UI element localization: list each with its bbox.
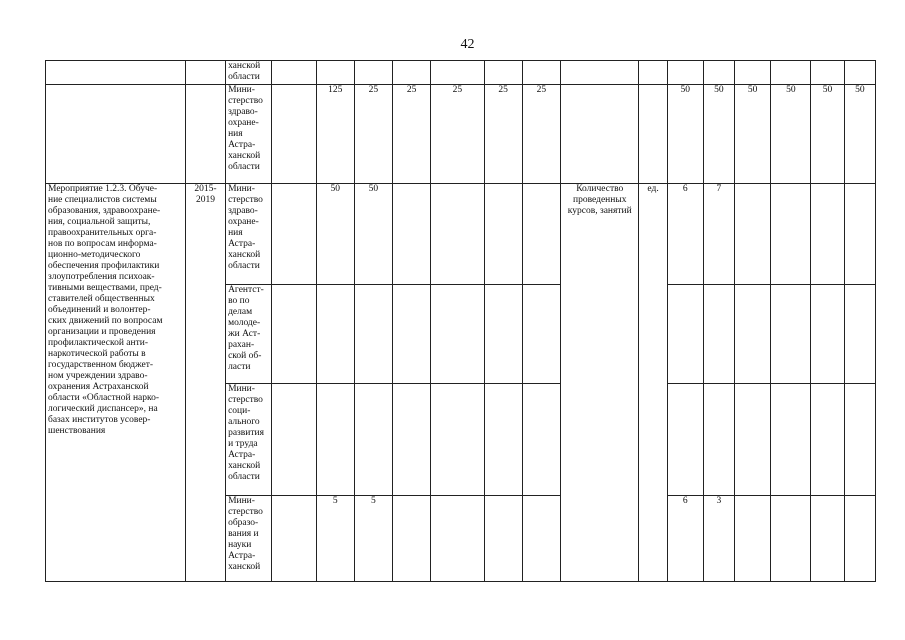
- cost-value: [522, 496, 560, 582]
- indicator-name: [561, 184, 639, 582]
- measure-line: правоохранительных орга-: [48, 228, 157, 238]
- measure-line: Мероприятие 1.2.3. Обуче-: [48, 184, 158, 194]
- indicator-cell-empty: [561, 61, 639, 85]
- agency-line: науки: [228, 540, 252, 550]
- target-value: [811, 384, 844, 496]
- measure-line: нов по вопросам информа-: [48, 239, 157, 249]
- years-cell-empty: [185, 85, 225, 184]
- agency-line: ханской: [228, 151, 261, 161]
- agency-line: Мини-: [228, 496, 255, 506]
- cost-value: [393, 384, 431, 496]
- cost-value: 5: [354, 496, 392, 582]
- cost-value: [393, 184, 431, 285]
- measure-line: ния, социальной защиты,: [48, 217, 151, 227]
- agency-line: ханской: [228, 250, 261, 260]
- target-value: 7: [703, 184, 734, 285]
- cost-value: [431, 184, 484, 285]
- agency-line: делам: [228, 307, 253, 317]
- cost-value: [316, 285, 354, 384]
- agency-line: во по: [228, 296, 250, 306]
- agency-line: Мини-: [228, 184, 255, 194]
- measure-line: ционно-методического: [48, 250, 141, 260]
- program-table: [45, 60, 876, 582]
- target-value: 50: [735, 85, 771, 184]
- agency-line: жи Аст-: [228, 329, 261, 339]
- responsible-agency: [226, 61, 272, 85]
- agency-line: ской об-: [228, 351, 262, 361]
- target-value: [667, 285, 703, 384]
- agency-line: и труда: [228, 439, 258, 449]
- agency-line: ханской: [228, 562, 261, 572]
- measure-line: ние специалистов системы: [48, 195, 157, 205]
- measure-line: логический диспансер», на: [48, 404, 158, 414]
- agency-line: ального: [228, 417, 260, 427]
- cost-value: [522, 384, 560, 496]
- agency-line: охране-: [228, 118, 259, 128]
- cost-value: [393, 285, 431, 384]
- agency-line: ханской: [228, 461, 261, 471]
- cost-value: [431, 384, 484, 496]
- measure-line: организации и проведения: [48, 327, 156, 337]
- years-line: 2019: [195, 195, 215, 205]
- target-value: 3: [703, 496, 734, 582]
- cost-value: 25: [484, 85, 522, 184]
- agency-line: молоде-: [228, 318, 261, 328]
- target-value: [667, 384, 703, 496]
- blank-column: [272, 184, 316, 285]
- indicator-unit: ед.: [639, 184, 667, 582]
- cost-value: [522, 285, 560, 384]
- responsible-agency: [226, 184, 272, 285]
- target-value: [703, 285, 734, 384]
- table-row: [46, 61, 876, 85]
- measure-line: тивными веществами, пред-: [48, 283, 162, 293]
- measure-line: наркотической работы в: [48, 349, 146, 359]
- measure-line: злоупотребления психоак-: [48, 272, 155, 282]
- agency-line: области: [228, 72, 260, 82]
- agency-line: стерство: [228, 195, 263, 205]
- cost-value: 50: [316, 184, 354, 285]
- target-value: 50: [844, 85, 875, 184]
- agency-line: области: [228, 472, 260, 482]
- cost-value: [522, 61, 560, 85]
- target-value: [811, 496, 844, 582]
- agency-line: области: [228, 261, 260, 271]
- target-value: 6: [667, 184, 703, 285]
- cost-value: [431, 285, 484, 384]
- indicator-line: Количество: [576, 184, 624, 194]
- agency-line: Агентст-: [228, 285, 264, 295]
- cost-value: [354, 285, 392, 384]
- cost-value: [431, 61, 484, 85]
- agency-line: ния: [228, 228, 243, 238]
- target-value: [735, 184, 771, 285]
- measure-line: области «Областной нарко-: [48, 393, 160, 403]
- cost-value: [484, 61, 522, 85]
- agency-line: Астра-: [228, 551, 256, 561]
- target-value: 50: [771, 85, 811, 184]
- target-value: [771, 184, 811, 285]
- blank-column: [272, 496, 316, 582]
- years-cell-empty: [185, 61, 225, 85]
- table-row: [46, 85, 876, 184]
- measure-line: шенствования: [48, 426, 106, 436]
- target-value: [703, 61, 734, 85]
- responsible-agency: [226, 384, 272, 496]
- target-value: [735, 496, 771, 582]
- target-value: [844, 384, 875, 496]
- unit-cell-empty: [639, 85, 667, 184]
- target-value: [771, 285, 811, 384]
- cost-value: 25: [522, 85, 560, 184]
- target-value: [844, 496, 875, 582]
- target-value: [703, 384, 734, 496]
- cost-value: 25: [354, 85, 392, 184]
- target-value: [771, 61, 811, 85]
- cost-value: [484, 496, 522, 582]
- cost-value: [484, 384, 522, 496]
- cost-value: [484, 285, 522, 384]
- agency-line: рахан-: [228, 340, 255, 350]
- cost-value: [393, 61, 431, 85]
- target-value: [844, 184, 875, 285]
- agency-line: ханской: [228, 61, 261, 71]
- blank-column: [272, 85, 316, 184]
- cost-value: 50: [354, 184, 392, 285]
- agency-line: образо-: [228, 518, 259, 528]
- cost-value: [316, 384, 354, 496]
- cost-value: 125: [316, 85, 354, 184]
- target-value: [844, 61, 875, 85]
- measure-line: образования, здравоохране-: [48, 206, 161, 216]
- agency-line: ласти: [228, 362, 251, 372]
- cost-value: [393, 496, 431, 582]
- blank-column: [272, 285, 316, 384]
- measure-line: обеспечения профилактики: [48, 261, 160, 271]
- years-line: 2015-: [194, 184, 217, 194]
- agency-line: Астра-: [228, 140, 256, 150]
- cost-value: 5: [316, 496, 354, 582]
- target-value: [811, 61, 844, 85]
- cost-value: [354, 61, 392, 85]
- blank-column: [272, 384, 316, 496]
- target-value: [667, 61, 703, 85]
- cost-value: [354, 384, 392, 496]
- measure-line: ских движений по вопросам: [48, 316, 163, 326]
- measure-line: объединений и волонтер-: [48, 305, 151, 315]
- indicator-line: курсов, занятий: [567, 206, 632, 216]
- agency-line: здраво-: [228, 107, 258, 117]
- target-value: 50: [811, 85, 844, 184]
- measure-line: охранения Астраханской: [48, 382, 149, 392]
- target-value: [771, 384, 811, 496]
- measure-line: профилактической анти-: [48, 338, 148, 348]
- target-value: [771, 496, 811, 582]
- agency-line: Астра-: [228, 450, 256, 460]
- target-value: [811, 184, 844, 285]
- agency-line: Мини-: [228, 384, 255, 394]
- blank-column: [272, 61, 316, 85]
- cost-value: 25: [393, 85, 431, 184]
- agency-line: стерство: [228, 507, 263, 517]
- page-number: 42: [460, 37, 475, 52]
- cost-value: [484, 184, 522, 285]
- table-row: [46, 184, 876, 285]
- agency-line: вания и: [228, 529, 259, 539]
- agency-line: Астра-: [228, 239, 256, 249]
- measure-line: базах институтов усовер-: [48, 415, 151, 425]
- target-value: 50: [703, 85, 734, 184]
- cost-value: [522, 184, 560, 285]
- agency-line: ния: [228, 129, 243, 139]
- measure-line: ном учреждении здраво-: [48, 371, 148, 381]
- agency-line: стерство: [228, 395, 263, 405]
- responsible-agency: [226, 85, 272, 184]
- measure-cell-empty: [46, 61, 186, 85]
- measure-cell-empty: [46, 85, 186, 184]
- target-value: 6: [667, 496, 703, 582]
- measure-line: государственном бюджет-: [48, 360, 154, 370]
- agency-line: охране-: [228, 217, 259, 227]
- target-value: [811, 285, 844, 384]
- indicator-cell-empty: [561, 85, 639, 184]
- agency-line: Мини-: [228, 85, 255, 95]
- agency-line: соци-: [228, 406, 251, 416]
- agency-line: здраво-: [228, 206, 258, 216]
- responsible-agency: [226, 285, 272, 384]
- responsible-agency: [226, 496, 272, 582]
- agency-line: стерство: [228, 96, 263, 106]
- period-years: [185, 184, 225, 582]
- indicator-line: проведенных: [573, 195, 627, 205]
- agency-line: области: [228, 162, 260, 172]
- measure-description: [46, 184, 186, 582]
- unit-cell-empty: [639, 61, 667, 85]
- agency-line: развития: [228, 428, 264, 438]
- target-value: [735, 61, 771, 85]
- cost-value: [316, 61, 354, 85]
- target-value: [735, 285, 771, 384]
- target-value: 50: [667, 85, 703, 184]
- target-value: [735, 384, 771, 496]
- target-value: [844, 285, 875, 384]
- cost-value: [431, 496, 484, 582]
- cost-value: 25: [431, 85, 484, 184]
- measure-line: ставителей общественных: [48, 294, 155, 304]
